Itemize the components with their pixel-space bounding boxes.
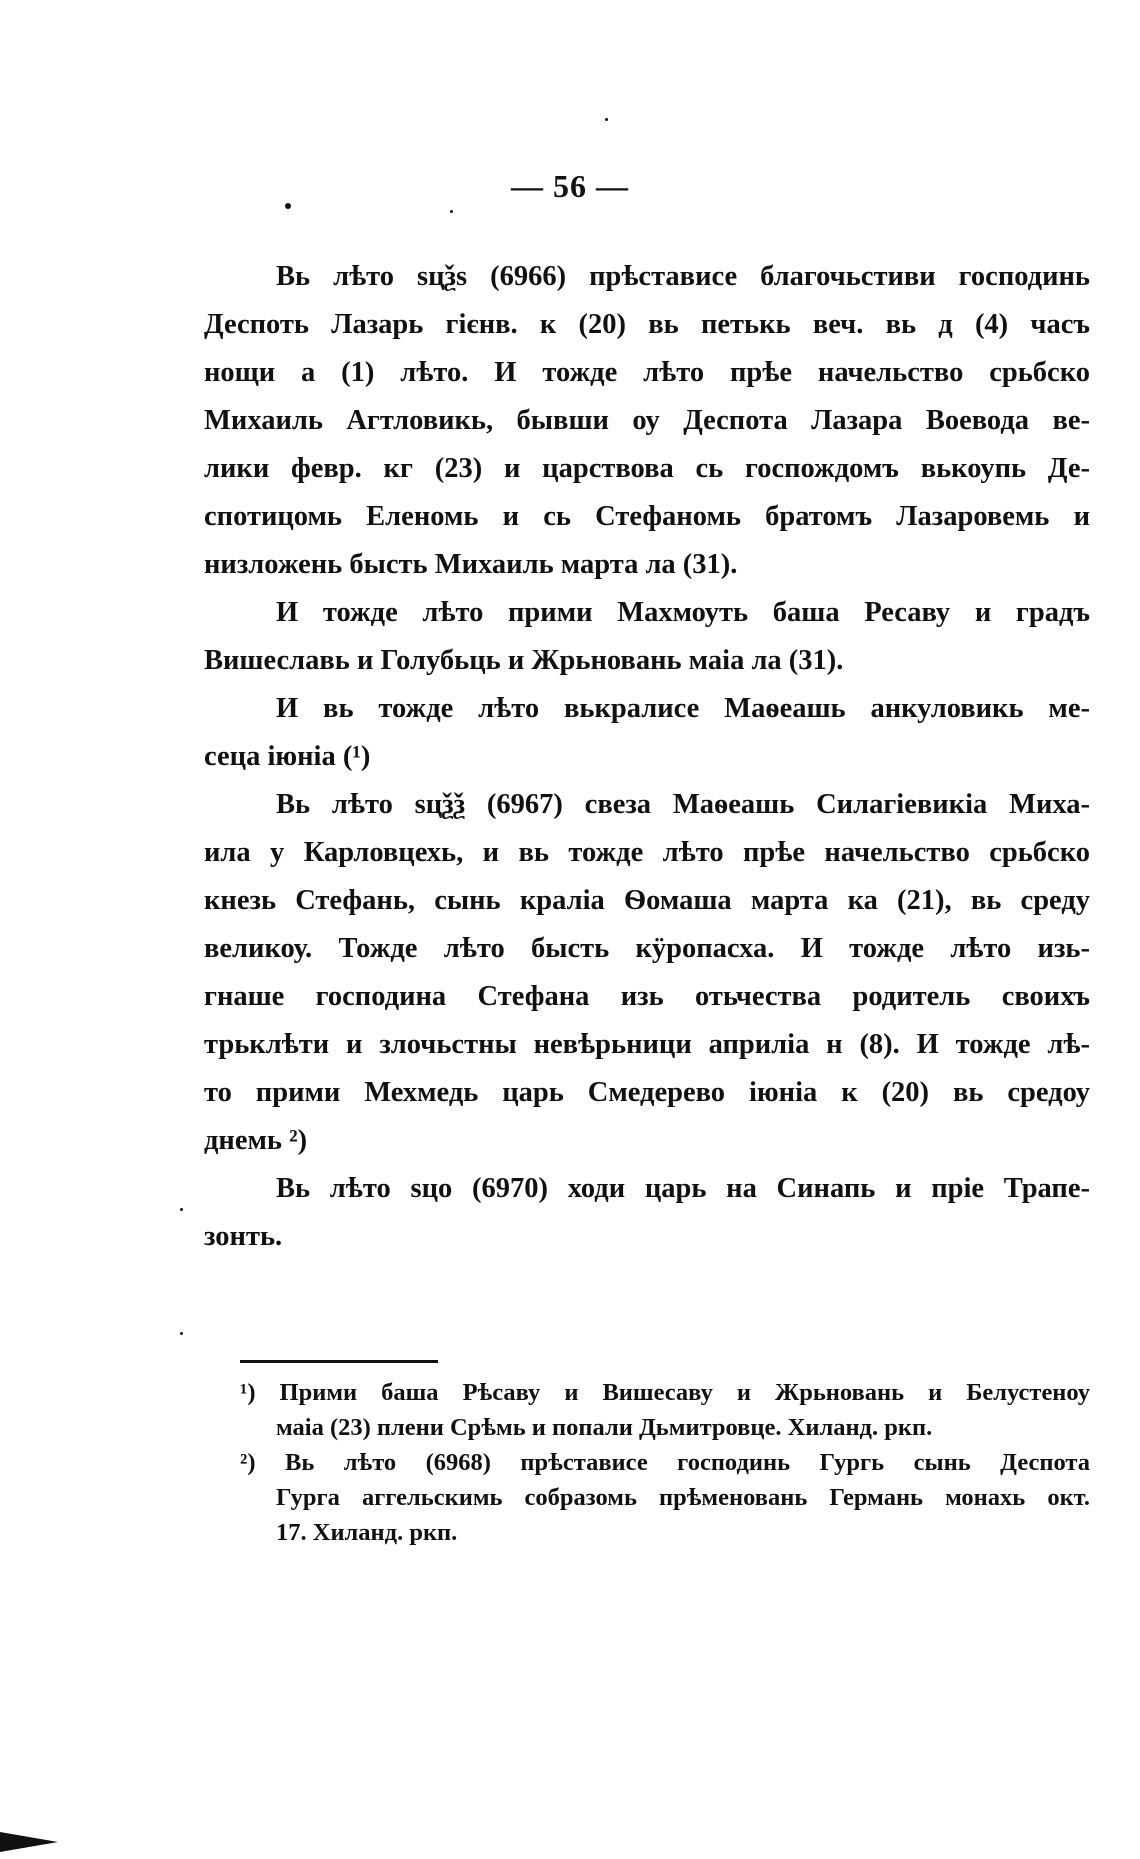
- main-text: [204, 253, 1090, 1261]
- ink-speck: [180, 1332, 183, 1335]
- text-line: И тождe лѣто прими Махмоуть баша Ресаву и градъ: [276, 597, 1090, 628]
- footnote-line: ²) Вь лѣто (6968) прѣстависе господинь Гургь сынь Деспота: [240, 1449, 1090, 1476]
- text-line: И вь тождe лѣто вькралисе Маѳеашь анкуловикь ме-: [276, 693, 1090, 724]
- text-line: Вь лѣто ѕцѯѯ (6967) свеза Маѳеашь Силагіевикіа Миха-: [276, 789, 1090, 820]
- text-line: спотицомь Еленомь и сь Стефаномь братомъ Лазаровемь и: [204, 501, 1090, 532]
- text-line: низложень бысть Михаиль марта ла (31).: [204, 549, 738, 580]
- text-line: зонть.: [204, 1221, 283, 1252]
- text-line: Михаиль Агтловикь, бывши оу Деспота Лазара Воевода ве-: [204, 405, 1090, 436]
- footnote-line: ¹) Прими баша Рѣсаву и Вишесаву и Жрьновань и Белустеноу: [240, 1379, 1090, 1406]
- ink-speck: [285, 203, 291, 209]
- text-line: днемь ²): [204, 1125, 308, 1156]
- text-line: трьклѣти и злочьстны невѣрьници априліа н (8). И тождe лѣ-: [204, 1029, 1090, 1060]
- text-line: гнаше господина Стефана изь отьчества родитель своихъ: [204, 981, 1090, 1012]
- page-number: — 56 —: [511, 168, 629, 204]
- text-line: лики февр. кг (23) и царствова сь госпождомъ вькоупь Де-: [204, 453, 1090, 484]
- text-line: Деспоть Лазарь гієнв. к (20) вь петькь веч. вь д (4) часъ: [204, 309, 1090, 340]
- text-line: Вишеславь и Голубьць и Жрьновань маіа ла (31).: [204, 645, 844, 676]
- ink-speck: [450, 210, 453, 213]
- footnote-line: 17. Хиланд. ркп.: [276, 1519, 458, 1546]
- text-line: Вь лѣто ѕцѯѕ (6966) прѣстависе благочьстиви господинь: [276, 261, 1090, 292]
- scan-edge-mark: [0, 1832, 58, 1852]
- text-line: Вь лѣто ѕцо (6970) ходи царь на Синапь и пріе Трапе-: [276, 1173, 1090, 1204]
- text-line: ила у Карловцехь, и вь тождe лѣто прѣе начельство срьбско: [204, 837, 1090, 868]
- text-line: нощи а (1) лѣто. И тождe лѣто прѣе начельство срьбско: [204, 357, 1090, 388]
- text-line: сеца іюніа (¹): [204, 741, 371, 772]
- text-line: кнезь Стефань, сынь краліа Ѳомаша марта ка (21), вь среду: [204, 885, 1090, 916]
- ink-speck: [605, 118, 608, 121]
- footnote-divider: [240, 1360, 438, 1363]
- footnote-line: Гурга аггельскимь собразомь прѣменовань Германь монахь окт.: [276, 1484, 1090, 1511]
- footnote-line: маіа (23) плени Срѣмь и попали Дьмитровце. Хиланд. ркп.: [276, 1414, 933, 1441]
- footnotes: [240, 1375, 1090, 1550]
- text-line: великоу. Тождe лѣто бысть кӱропасха. И тождe лѣто изь-: [204, 933, 1090, 964]
- ink-speck: [180, 1208, 183, 1211]
- text-line: то прими Мехмедь царь Смедерево іюніа к (20) вь средоу: [204, 1077, 1090, 1108]
